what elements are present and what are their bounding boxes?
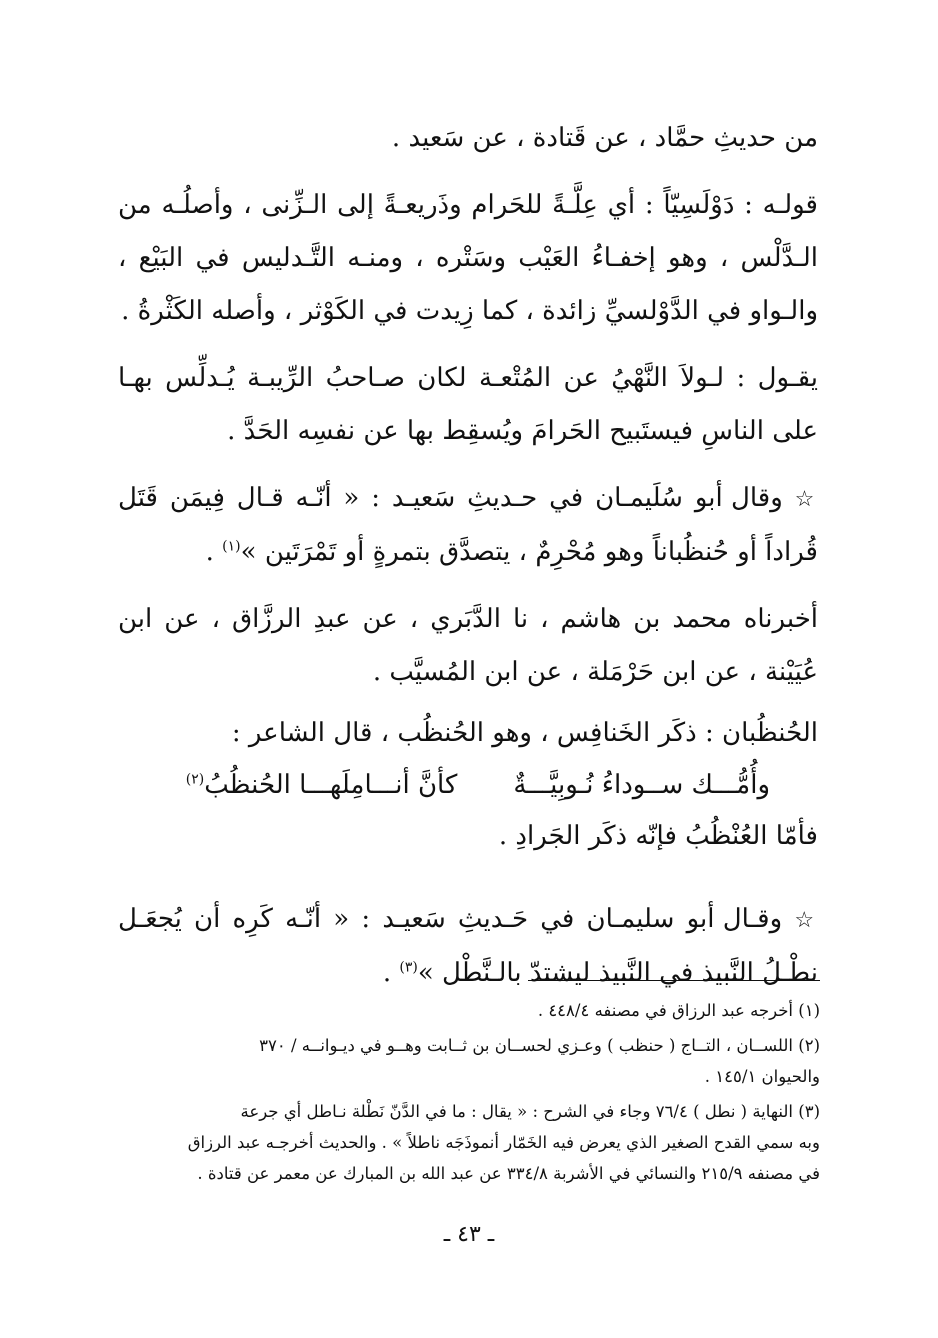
footnote-2-line-2: والحيوان ١٤٥/١ . (704, 1067, 820, 1086)
footnote-ref-2: (٢) (185, 771, 205, 788)
paragraph-8-end: . (382, 958, 400, 988)
page-number: ـ ٤٣ ـ (443, 1222, 495, 1247)
verse-hemistich-1: وأُمُّـــك ســوداءُ نُـوبِيَّـــةٌ (513, 770, 770, 800)
poem-verse (118, 760, 818, 810)
footnote-2-line-1: (٢) اللســان ، التــاج ( حنظب ) وعـزي لحســان بن ثــابت وهــو في ديـوانــه / ٣٧٠ (259, 1036, 820, 1055)
star-icon: ☆ (794, 487, 818, 512)
paragraph-4-end: . (205, 537, 223, 567)
paragraph-4-text: وقال أبو سُلَيمـان في حـديثِ سَعيـد : « أنّـه قـال فِيمَن قَتَل قُراداً أو حُنظُباناً وهو مُحْرِمٌ ، يتصدَّق بتمرةٍ أو تَمْرَتَين » (118, 483, 818, 567)
footnote-divider (528, 980, 820, 981)
paragraph-7: فأمّا العُنْظُبُ فإنّه ذكَر الجَرادِ . (498, 821, 818, 851)
footnote-3-line-1: (٣) النهاية ( نطل ) ٧٦/٤ وجاء في الشرح : « يقال : ما في الدَّنّ نَطْلة نـاطل أي جرعة (240, 1102, 820, 1121)
paragraph-5: أخبرناه محمد بن هاشم ، نا الدَّبَري ، عن عبدِ الرزَّاق ، عن ابن عُيَيْنة ، عن ابن حَرْمَلة ، عن ابن المُسيَّب . (118, 604, 818, 687)
footnote-ref-3: (٣) (399, 959, 418, 976)
star-icon-2: ☆ (794, 908, 818, 933)
paragraph-2: قولـه : دَوْلَسِيّاً : أي عِلَّـةً للحَرام وذَريعـةً إلى الـزِّنى ، وأصلُـه من الـدَّلْس ، وهو إخفـاءُ العَيْب وسَتْره ، ومنـه التَّـدليس في البَيْع ، والـواو في الدَّوْلسيِّ زائدة ، كما زِيدت في الكَوْثر ، وأصله الكَثْرةُ . (118, 190, 818, 326)
paragraph-4 (118, 472, 818, 579)
paragraph-6: الحُنظُبان : ذكَر الخَنافِس ، وهو الحُنظُب ، قال الشاعر : (231, 718, 818, 748)
paragraph-1: من حديثِ حمَّاد ، عن قَتادة ، عن سَعيد . (391, 123, 818, 153)
footnote-3-line-2: وبه سمي القدح الصغير الذي يعرض فيه الخَمّار أنموذَجَه ناطلاً » . والحديث أخرجـه عبد الرزاق (187, 1133, 820, 1152)
paragraph-3: يقـول : لـولاَ النَّهْيُ عن المُتْعـة لكان صـاحبُ الرِّيبـة يُـدلِّس بهـا على الناسِ فيستَبيح الحَرامَ ويُسقِط بها عن نفسِه الحَدَّ . (118, 363, 818, 446)
paragraph-8-text: وقـال أبو سليمـان في حَـديثِ سَعيـد : « أنّـه كَرِه أن يُجعَـل نطْـلُ النَّبيذ في النَّبيذ ليشتدّ بالـنَّطْل » (118, 904, 818, 988)
footnote-3-line-3: في مصنفه ٢١٥/٩ والنسائي في الأشربة ٣٣٤/٨ عن عبد الله بن المبارك عن معمر عن قتادة . (197, 1164, 820, 1183)
footnote-1: (١) أخرجه عبد الرزاق في مصنفه ٤٤٨/٤ . (537, 1001, 820, 1020)
verse-hemistich-2: كأنَّ أنـــامِلَهـــا الحُنظُبُ (204, 770, 458, 800)
verse-hemistich-2-wrap (186, 760, 458, 810)
footnote-ref-1: (١) (222, 538, 241, 555)
paragraph-8 (118, 893, 818, 1000)
footnotes (112, 995, 820, 1189)
page-body (118, 112, 818, 1000)
